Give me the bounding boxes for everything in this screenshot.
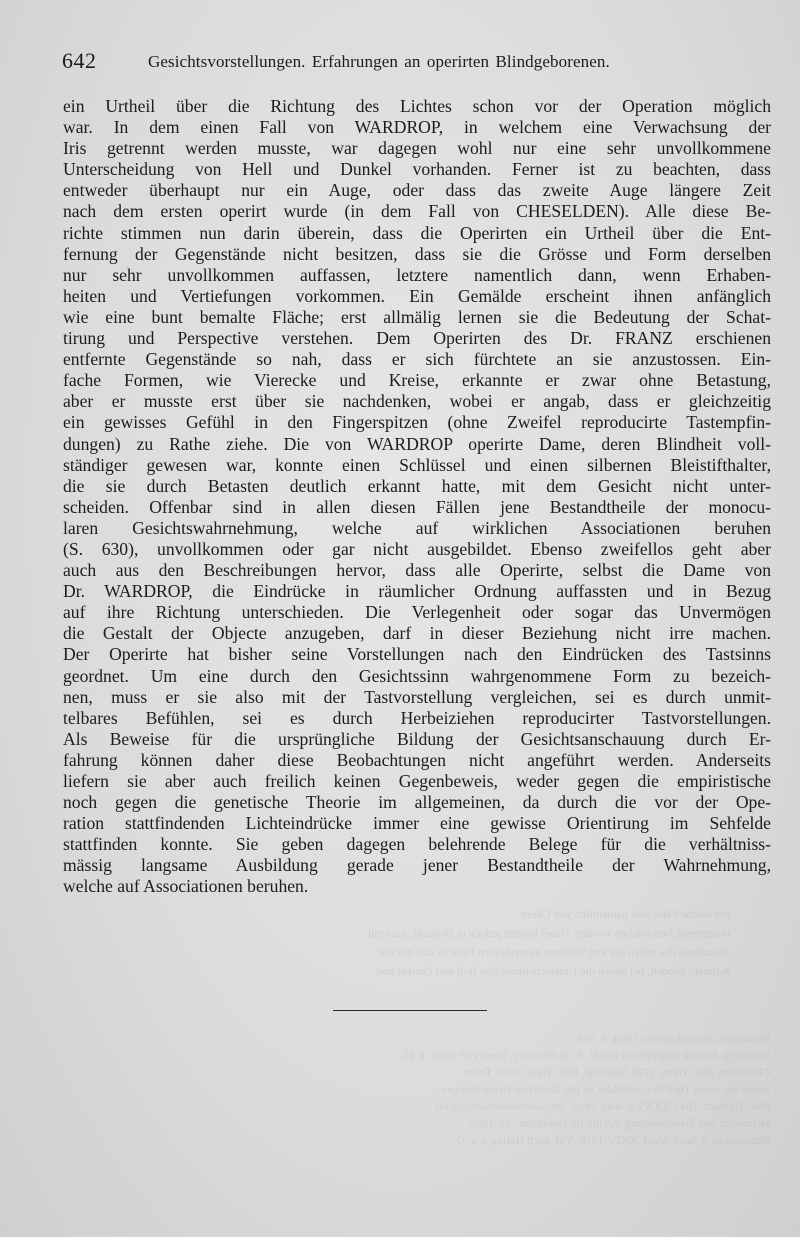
text-line: richte stimmen nun darin überein, dass die Operirten ein Urtheil über die Ent- [63,222,771,243]
text-line: fahrung können daher diese Beobachtungen nicht angeführt werden. Anderseits [63,749,771,770]
show-through-text-upper: der solche Fälle sind namentlich von Chees mitgetheilt, beschrieben worden. Dabei kommt jedoch in Betracht, dass mit Ausnahme des ersten der von Wardrop mitgetheilten Fälle es sich nur um Katarakt handelt, bei denen die Unterscheidung von Hell und Dunkel und [367,907,730,978]
text-line: liefern sie aber auch freilich keinen Gegenbeweis, weder gegen die empiristische [63,771,771,791]
text-line: ein gewisses Gefühl in den Fingerspitzen (ohne Zweifel reproducirte Tastempfin- [63,412,771,433]
text-line: auch aus den Beschreibungen hervor, dass alle Operirte, selbst die Dame von [63,560,771,581]
text-line: Als Beweise für die ursprüngliche Bildung der Gesichtsanschauung durch Er- [63,728,771,749]
text-line: die Gestalt der Objecte anzugeben, darf in dieser Beziehung nicht irre machen. [63,623,771,644]
text-line: Dr. WARDROP, die Eindrücke in räumlicher Ordnung auffassten und in Bezug [63,581,771,602]
text-line: ein Urtheil über die Richtung des Lichtes schon vor der Operation möglich [63,96,771,116]
text-line: ständiger gewesen war, konnte einen Schlüssel und einen silbernen Bleistifthalter, [63,454,771,475]
text-line: laren Gesichtswahrnehmung, welche auf wirklichen Associationen beruhen [63,517,771,538]
text-line: scheiden. Offenbar sind in allen diesen Fällen jene Bestandtheile der monocu- [63,496,771,517]
page-number: 642 [62,48,97,73]
text-line: auf ihre Richtung unterschieden. Die Verlegenheit oder sogar das Unvermögen [63,602,771,623]
text-line: die sie durch Betasten deutlich erkannt hatte, mit dem Gesicht nicht unter- [63,475,771,496]
text-line: noch gegen die genetische Theorie im allgemeinen, da durch die vor der Ope- [63,792,771,813]
text-line: Unterscheidung von Hell und Dunkel vorhanden. Ferner ist zu beachten, dass [63,159,771,180]
running-title: Gesichtsvorstellungen. Erfahrungen an operirten Blindgeborenen. [148,52,610,71]
text-line: telbares Befühlen, sei es durch Herbeiziehen reproducirter Tastvorstellungen. [63,707,771,728]
text-line: welche auf Associationen beruhen. [63,876,309,897]
text-line: heiten und Vertiefungen vorkommen. Ein Gemälde erscheint ihnen anfänglich [63,285,771,306]
text-line: nen, muss er sie also mit der Tastvorstellung vergleichen, sei es durch unmit- [63,686,771,707]
text-line: entfernte Gegenstände so nah, dass er sich fürchtete an sie anzustossen. Ein- [63,349,771,370]
text-line: Der Operirte hat bisher seine Vorstellungen nach den Eindrücken des Tastsinns [63,644,771,665]
text-line: ration stattfindenden Lichteindrücke immer eine gewisse Orientirung im Sehfelde [63,813,771,834]
text-line: war. In dem einen Fall von WARDROP, in welchem eine Verwachsung der [63,117,771,138]
running-head [62,48,752,78]
text-line: fernung der Gegenstände nicht besitzen, dass sie die Grösse und Form derselben [63,243,771,264]
show-through-text-lower: Helmholtz, physiologische Optik S. 598. Nunneley, Journal underschied und II. S. 25 Berkeley, Theory of vision § 41. Cheselden, Phil. Trans. 1728. Wardrop, Phil. Trans. 1826. Franz. sowie nur einen Theil des Sehfeldes ist mit ähnlichen Betrachtungen. Phil. Transact. 1841 XXXV p. 440. Vergl. die Auseinandersetzung bei Helmholtz und Trendelenburg, Archiv für Ophthalm. XI. 1865. Sitzungsber. d. bayr. Akad. XXIV. 1878. Vgl. auch Hering a. a. O. [400,1031,770,1147]
text-line: wie eine bunt bemalte Fläche; erst allmälig lernen sie die Bedeutung der Schat- [63,306,771,327]
text-line: aber er musste erst über sie nachdenken, wobei er angab, dass er gleichzeitig [63,391,771,412]
text-line: fache Formen, wie Vierecke und Kreise, erkannte er zwar ohne Betastung, [63,370,771,391]
text-line: Iris getrennt werden musste, war dagegen wohl nur eine sehr unvollkommene [63,138,771,159]
text-line: tirung und Perspective verstehen. Dem Operirten des Dr. FRANZ erschienen [63,328,771,349]
text-line: dungen) zu Rathe ziehe. Die von WARDROP operirte Dame, deren Blindheit voll- [63,433,771,454]
text-line: geordnet. Um eine durch den Gesichtssinn wahrgenommene Form zu bezeich- [63,665,771,686]
text-line: nur sehr unvollkommen auffassen, letztere namentlich dann, wenn Erhaben- [63,264,771,285]
text-line: (S. 630), unvollkommen oder gar nicht ausgebildet. Ebenso zweifellos geht aber [63,538,771,559]
text-line: nach dem ersten operirt wurde (in dem Fall von CHESELDEN). Alle diese Be- [63,201,771,222]
text-line: stattfinden konnte. Sie geben dagegen belehrende Belege für die verhältniss- [63,834,771,855]
body-text [63,96,771,898]
section-rule [333,1010,487,1011]
text-line: entweder überhaupt nur ein Auge, oder dass das zweite Auge längere Zeit [63,180,771,201]
text-line: mässig langsame Ausbildung gerade jener Bestandtheile der Wahrnehmung, [63,855,771,876]
